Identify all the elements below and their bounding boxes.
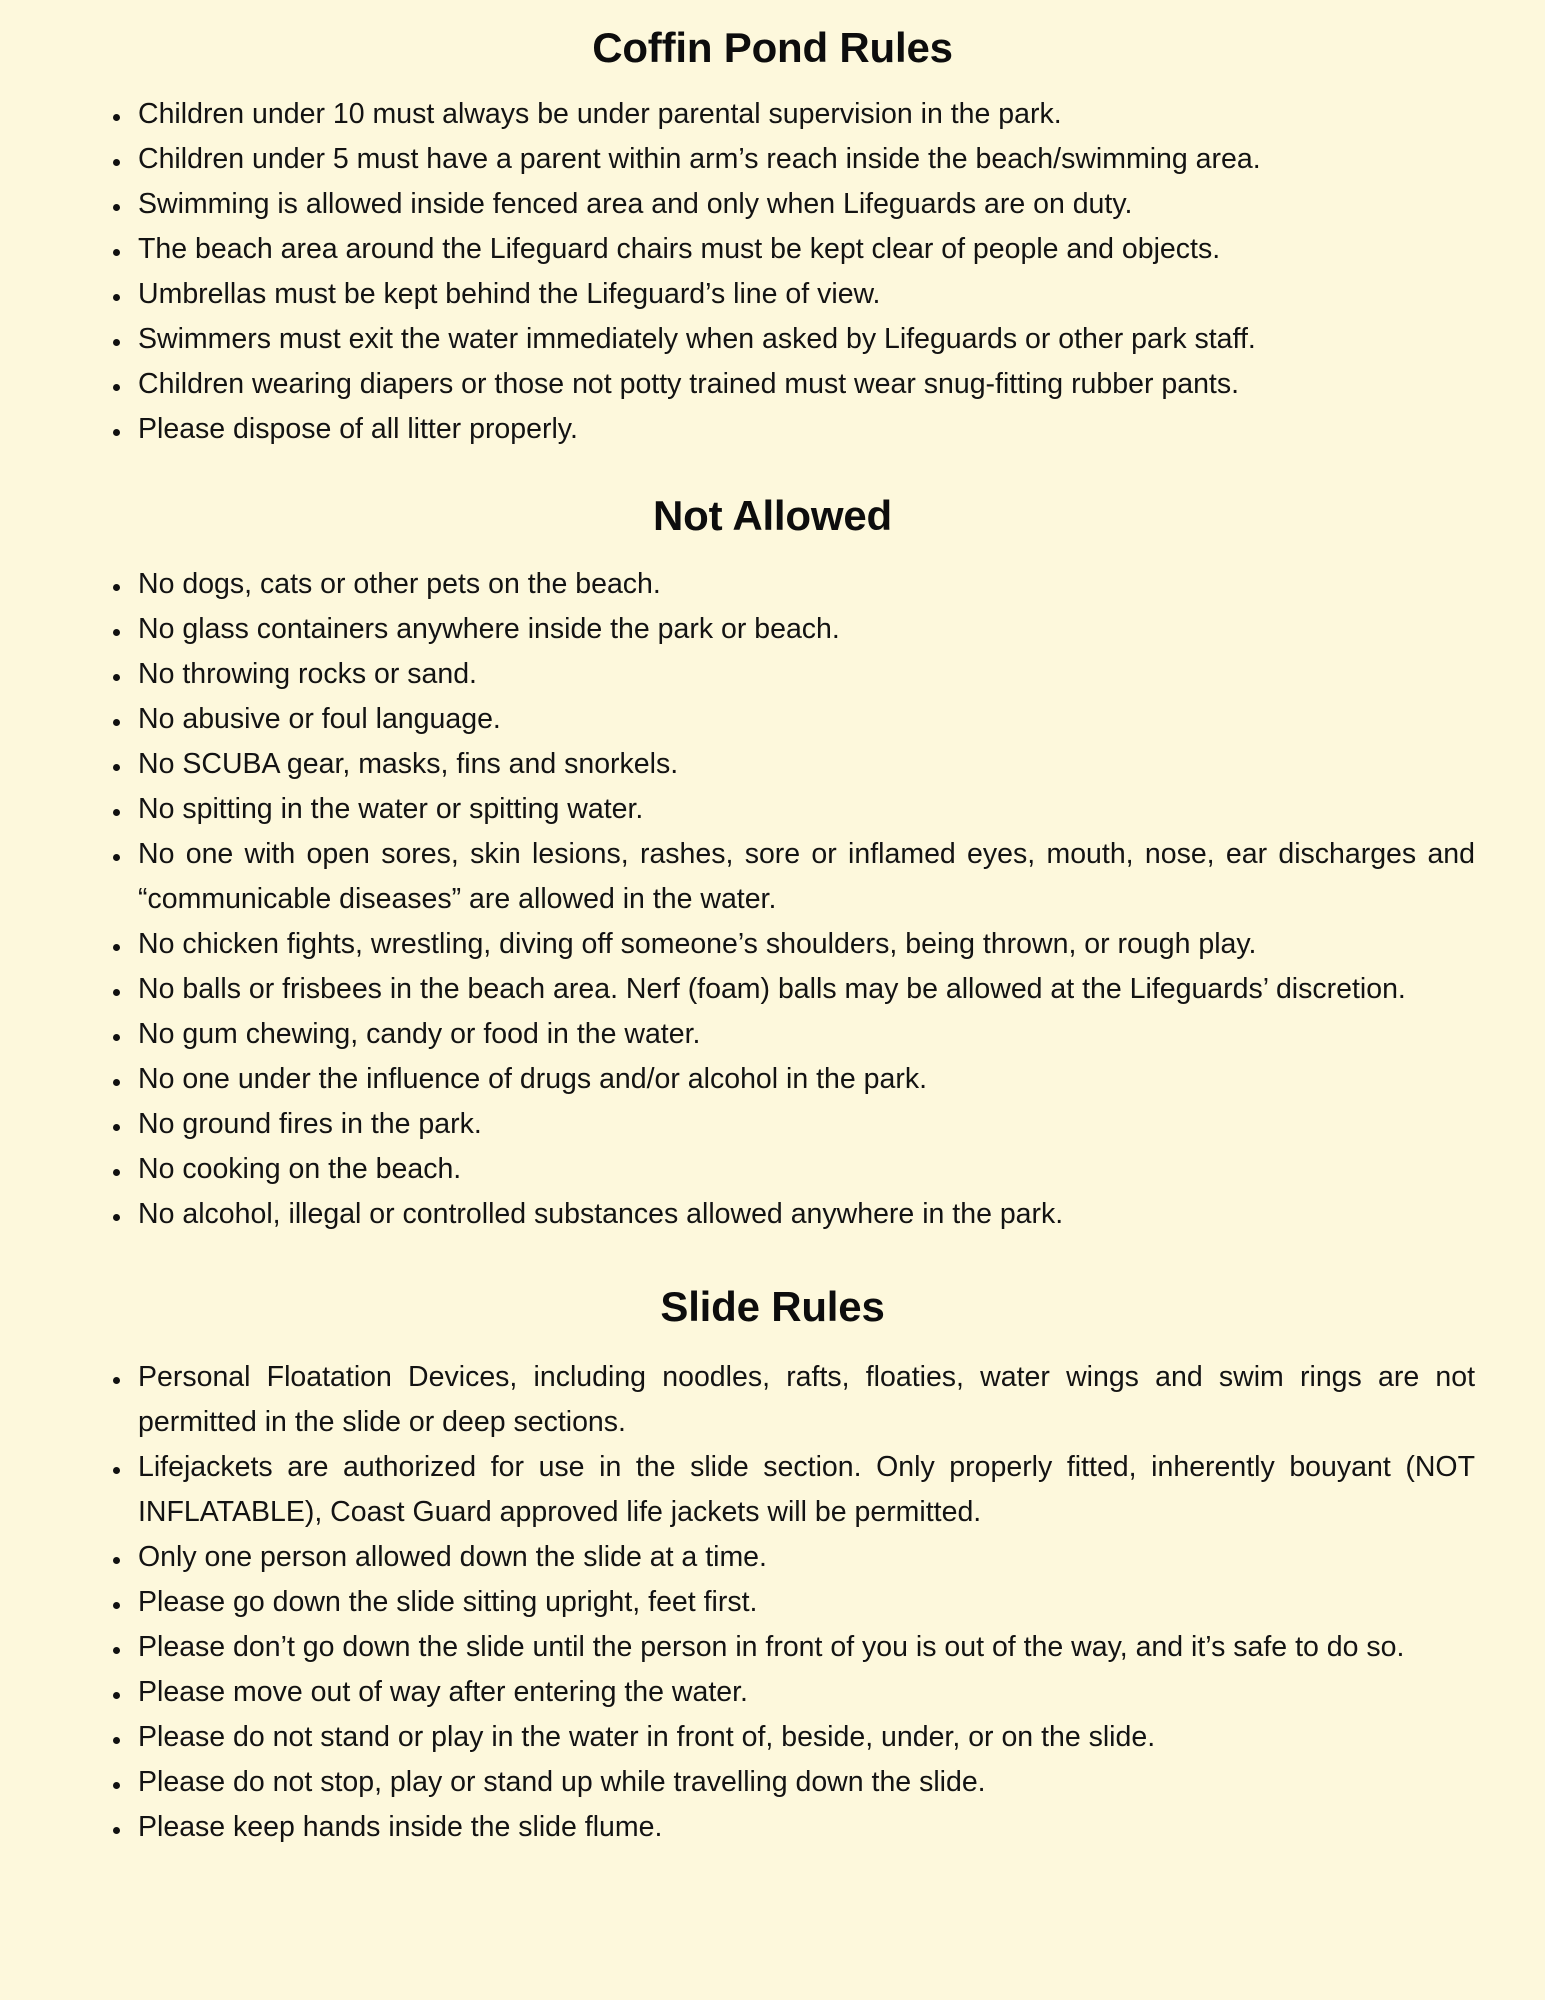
list-item <box>0 1147 1545 1192</box>
rule-text: Please keep hands inside the slide flume. <box>138 1811 663 1844</box>
rule-text: No alcohol, illegal or controlled substances allowed anywhere in the park. <box>138 1198 1064 1231</box>
list-item <box>0 832 1545 922</box>
section-slide-rules <box>0 1237 1545 1850</box>
rule-text: Please don’t go down the slide until the person in front of you is out of the way, and it’s safe to do so. <box>138 1631 1405 1664</box>
list-item <box>0 1580 1545 1625</box>
list-item <box>0 362 1545 407</box>
rule-text: No dogs, cats or other pets on the beach. <box>138 568 661 601</box>
rule-text: Swimmers must exit the water immediately when asked by Lifeguards or other park staff. <box>138 323 1256 356</box>
rule-text: Swimming is allowed inside fenced area and only when Lifeguards are on duty. <box>138 188 1133 221</box>
list-item <box>0 1012 1545 1057</box>
rule-text: No cooking on the beach. <box>138 1153 462 1186</box>
rules-list-slide <box>0 1355 1545 1850</box>
heading-wrapper <box>0 1237 1545 1355</box>
rule-text: The beach area around the Lifeguard chairs must be kept clear of people and objects. <box>138 233 1221 266</box>
list-item <box>0 317 1545 362</box>
rules-list-not-allowed <box>0 562 1545 1237</box>
rule-text: Children under 10 must always be under parental supervision in the park. <box>138 98 1062 131</box>
list-item <box>0 182 1545 227</box>
list-item <box>0 1445 1545 1535</box>
list-item <box>0 742 1545 787</box>
rule-text: Please go down the slide sitting upright, feet first. <box>138 1586 758 1619</box>
rule-text: No ground fires in the park. <box>138 1108 482 1141</box>
heading-wrapper <box>0 452 1545 562</box>
rule-text: No SCUBA gear, masks, fins and snorkels. <box>138 748 679 781</box>
rule-text: Please move out of way after entering the water. <box>138 1676 748 1709</box>
list-item <box>0 1192 1545 1237</box>
page-title: Coffin Pond Rules <box>592 24 953 71</box>
list-item <box>0 407 1545 452</box>
list-item <box>0 137 1545 182</box>
list-item <box>0 607 1545 652</box>
list-item <box>0 1102 1545 1147</box>
rules-list-coffin-pond <box>0 92 1545 452</box>
list-item <box>0 1625 1545 1670</box>
rule-text: Please dispose of all litter properly. <box>138 413 578 446</box>
list-item <box>0 92 1545 137</box>
list-item <box>0 1805 1545 1850</box>
section-title-not-allowed: Not Allowed <box>653 492 892 540</box>
list-item <box>0 272 1545 317</box>
section-not-allowed <box>0 452 1545 1237</box>
rule-text: No abusive or foul language. <box>138 703 501 736</box>
section-title-slide-rules: Slide Rules <box>660 1283 885 1331</box>
rule-text: No balls or frisbees in the beach area. Nerf (foam) balls may be allowed at the Lifeguards’ discretion. <box>138 973 1406 1006</box>
rule-text: Please do not stand or play in the water in front of, beside, under, or on the slide. <box>138 1721 1156 1754</box>
rule-text: Only one person allowed down the slide at a time. <box>138 1541 767 1574</box>
list-item <box>0 1670 1545 1715</box>
section-coffin-pond-rules <box>0 0 1545 452</box>
rule-text: Umbrellas must be kept behind the Lifeguard’s line of view. <box>138 278 881 311</box>
rule-text: No chicken fights, wrestling, diving off someone’s shoulders, being thrown, or rough play. <box>138 928 1257 961</box>
rule-text: No gum chewing, candy or food in the water. <box>138 1018 701 1051</box>
rule-text: No spitting in the water or spitting water. <box>138 793 644 826</box>
rule-text: No one with open sores, skin lesions, rashes, sore or inflamed eyes, mouth, nose, ear discharges and “communicable diseases” are allowed in the water. <box>138 838 1475 916</box>
rule-text: Please do not stop, play or stand up while travelling down the slide. <box>138 1766 986 1799</box>
list-item <box>0 1760 1545 1805</box>
list-item <box>0 922 1545 967</box>
list-item <box>0 1355 1545 1445</box>
list-item <box>0 1715 1545 1760</box>
list-item <box>0 227 1545 272</box>
rule-text: No throwing rocks or sand. <box>138 658 477 691</box>
rule-text: Personal Floatation Devices, including noodles, rafts, floaties, water wings and swim rings are not permitted in the slide or deep sections. <box>138 1361 1475 1439</box>
list-item <box>0 1057 1545 1102</box>
list-item <box>0 652 1545 697</box>
list-item <box>0 562 1545 607</box>
rule-text: No one under the influence of drugs and/or alcohol in the park. <box>138 1063 928 1096</box>
rule-text: Lifejackets are authorized for use in the slide section. Only properly fitted, inherently bouyant (NOT INFLATABLE), Coast Guard approved life jackets will be permitted. <box>138 1451 1475 1529</box>
rule-text: Children wearing diapers or those not potty trained must wear snug-fitting rubber pants. <box>138 368 1240 401</box>
list-item <box>0 967 1545 1012</box>
heading-wrapper <box>0 0 1545 92</box>
list-item <box>0 787 1545 832</box>
rule-text: Children under 5 must have a parent within arm’s reach inside the beach/swimming area. <box>138 143 1261 176</box>
list-item <box>0 697 1545 742</box>
rule-text: No glass containers anywhere inside the park or beach. <box>138 613 840 646</box>
list-item <box>0 1535 1545 1580</box>
